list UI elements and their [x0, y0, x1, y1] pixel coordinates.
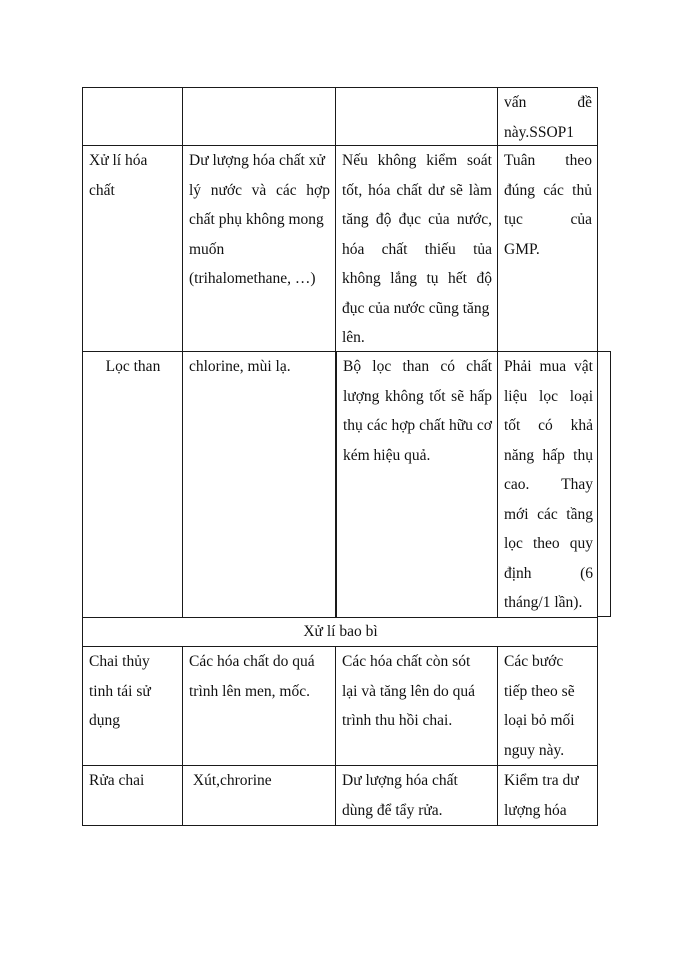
cell-text-line: lượng không tốt sẽ hấp [343, 387, 492, 405]
cell-text-line: GMP. [504, 240, 540, 258]
cell-text-line: này.SSOP1 [504, 123, 575, 141]
table-cell-r2-c3 [335, 351, 497, 617]
cell-text-line: Dư lượng hóa chất xử [189, 152, 325, 169]
cell-text-line: Nếu không kiểm soát [342, 152, 492, 169]
cell-text-line: định (6 [504, 564, 593, 582]
cell-text-line: thụ các hợp chất hữu cơ [343, 417, 492, 434]
cell-text-line: Xút,chrorine [189, 772, 272, 789]
table-cell-r4-c3 [335, 646, 497, 765]
table-cell-r5-c1 [82, 765, 182, 826]
cell-text-line: không lắng tụ hết độ [342, 270, 492, 287]
cell-text-line: lọc theo quy [504, 535, 593, 552]
cell-text-line: Tuân theo [504, 152, 592, 169]
table-cell-r0-c4 [497, 87, 598, 145]
cell-text-line: lý nước và các hợp [189, 181, 330, 199]
cell-text-line: Các hóa chất do quá [189, 653, 315, 670]
cell-text-line: trình lên men, mốc. [189, 682, 310, 700]
cell-text-line: trình thu hồi chai. [342, 712, 453, 729]
cell-text-line: Chai thủy [89, 653, 150, 670]
cell-text-line: tốt có khả [504, 417, 593, 434]
cell-text-line: Các bước [504, 653, 564, 670]
table-cell-r0-c1 [82, 87, 182, 145]
section-header-cell [82, 617, 598, 646]
cell-text-line: Phải mua vật [504, 358, 593, 375]
cell-text-line: tục của [504, 211, 592, 228]
cell-text-line: chất phụ không mong [189, 211, 324, 228]
table-cell-r1-c2 [182, 145, 335, 351]
cell-text-line: mới các tầng [504, 505, 593, 523]
table-cell-r1-c4 [497, 145, 598, 351]
cell-text-line: Bộ lọc than có chất [343, 358, 492, 375]
table-cell-r1-c1 [82, 145, 182, 351]
table-cell-r5-c2 [182, 765, 335, 826]
cell-text-line: muốn [189, 240, 225, 258]
section-header-text: Xử lí bao bì [303, 623, 378, 640]
table-cell-r4-c2 [182, 646, 335, 765]
cell-text-line: lượng hóa [504, 801, 567, 819]
table-cell-r0-c2 [182, 87, 335, 145]
cell-text-line: liệu lọc loại [504, 387, 593, 405]
cell-text-line: đục của nước cũng tăng [342, 299, 490, 317]
cell-text-line: tiếp theo sẽ [504, 682, 575, 700]
table-cell-r2-c2 [182, 351, 335, 617]
cell-text-line: Các hóa chất còn sót [342, 653, 471, 670]
cell-text-line: Dư lượng hóa chất [342, 772, 458, 789]
table-cell-r2-c4 [497, 351, 598, 617]
cell-text-line: nguy này. [504, 741, 565, 759]
cell-text-line: chlorine, mùi lạ. [189, 358, 291, 375]
table-cell-r0-c3 [335, 87, 497, 145]
cell-text-line: Kiểm tra dư [504, 772, 579, 789]
cell-text-line: Xử lí hóa [89, 152, 148, 169]
cell-text-line: cao. Thay [504, 476, 593, 493]
table-offset-border [597, 351, 611, 617]
cell-text-line: kém hiệu quả. [343, 446, 431, 464]
cell-text-line: lại và tăng lên do quá [342, 682, 475, 700]
cell-text-line: hóa chất thiếu tủa [342, 240, 492, 258]
word: đề [577, 94, 592, 111]
cell-text-line: (trihalomethane, …) [189, 270, 316, 287]
cell-text-line: dùng để tẩy rửa. [342, 801, 443, 819]
cell-text-line: đúng các thủ [504, 181, 592, 199]
cell-text-line: loại bỏ mối [504, 712, 575, 729]
cell-text-line: tăng độ đục của nước, [342, 211, 492, 228]
cell-text-line: năng hấp thụ [504, 446, 593, 464]
cell-text-line [504, 88, 592, 118]
cell-text-line: lên. [342, 329, 365, 346]
cell-text-line: tháng/1 lần). [504, 594, 583, 611]
table-cell-r5-c3 [335, 765, 497, 826]
table-cell-r4-c1 [82, 646, 182, 765]
table-cell-r2-c1 [82, 351, 182, 617]
table-cell-r5-c4 [497, 765, 598, 826]
table-cell-r1-c3 [335, 145, 497, 351]
table-cell-r4-c4 [497, 646, 598, 765]
cell-text-line: dụng [89, 712, 120, 729]
cell-text-line: Rửa chai [89, 772, 145, 789]
cell-text-line: Lọc than [105, 358, 161, 375]
cell-text-line: chất [89, 181, 115, 199]
cell-text-line: tinh tái sử [89, 682, 151, 700]
cell-text-line: tốt, hóa chất dư sẽ làm [342, 181, 492, 199]
word: vấn [504, 94, 527, 111]
column-divider [597, 351, 598, 617]
